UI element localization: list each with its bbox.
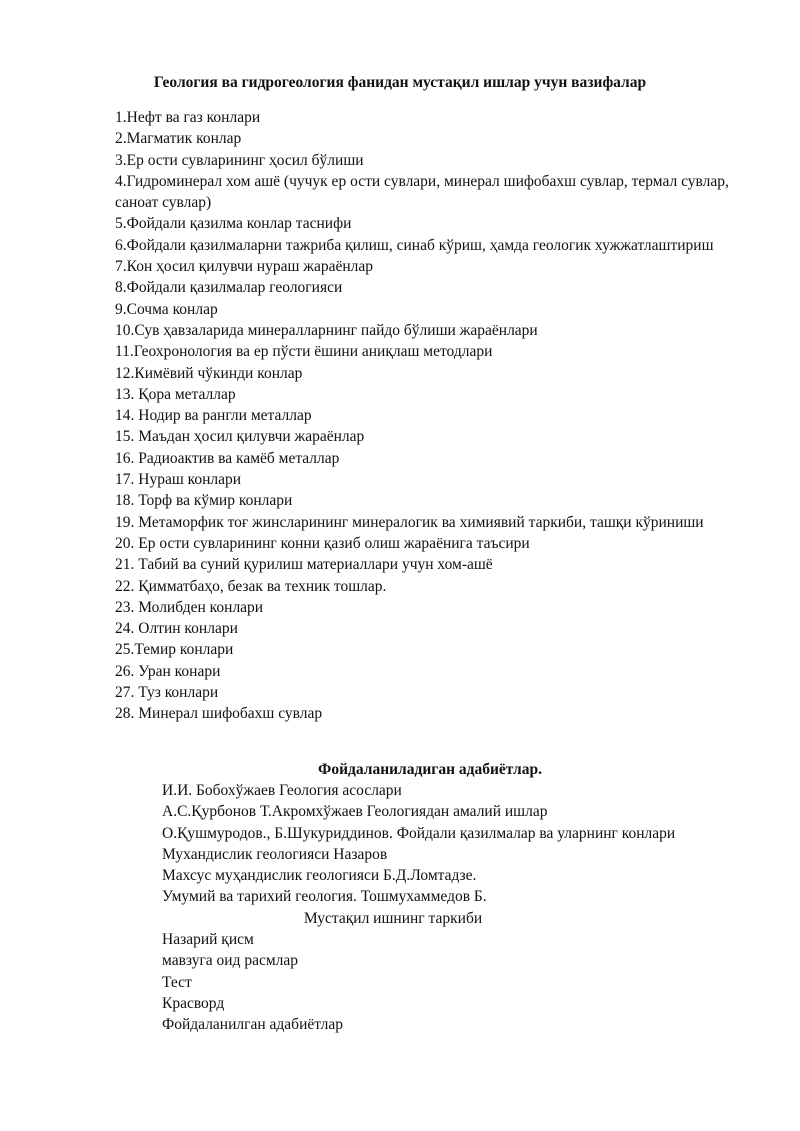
literature-item: О.Қушмуродов., Б.Шукуриддинов. Фойдали қазилмалар ва уларнинг конлари <box>162 824 676 842</box>
task-item: 16. Радиоактив ва камёб металлар <box>115 449 340 467</box>
task-item: 6.Фойдали қазилмаларни тажриба қилиш, синаб кўриш, ҳамда геологик хужжатлаштириш <box>115 236 714 254</box>
task-item: 19. Метаморфик тоғ жинсларининг минералогик ва химиявий таркиби, ташқи кўриниши <box>115 513 704 531</box>
task-item: 10.Сув ҳавзаларида минералларнинг пайдо бўлиши жараёнлари <box>115 321 538 339</box>
task-item: 1.Нефт ва газ конлари <box>115 109 261 126</box>
task-item: 3.Ер ости сувларининг ҳосил бўлиши <box>115 151 364 169</box>
literature-item: Умумий ва тарихий геология. Тошмухаммедов Б. <box>162 888 487 906</box>
task-item: 13. Қора металлар <box>115 385 236 403</box>
literature-item: А.С.Қурбонов Т.Акромхўжаев Геологиядан амалий ишлар <box>162 803 548 821</box>
task-item: 9.Сочма конлар <box>115 300 218 318</box>
task-item: 22. Қимматбаҳо, безак ва техник тошлар. <box>115 577 387 595</box>
task-item: 4.Гидроминерал хом ашё (чучук ер ости сувлари, минерал шифобахш сувлар, термал сувлар, саноат сувлар) <box>115 172 729 212</box>
literature-item: Мухандислик геологияси Назаров <box>162 845 388 863</box>
literature-heading: Фойдаланиладиган адабиётлар. <box>318 761 542 778</box>
structure-item: Тест <box>162 973 192 991</box>
task-item: 23. Молибден конлари <box>115 598 264 616</box>
task-item: 5.Фойдали қазилма конлар таснифи <box>115 215 352 233</box>
structure-item: мавзуга оид расмлар <box>162 952 299 970</box>
task-item: 15. Маъдан ҳосил қилувчи жараёнлар <box>115 428 365 446</box>
task-item: 8.Фойдали қазилмалар геологияси <box>115 279 343 297</box>
structure-list <box>162 929 562 1035</box>
task-item: 28. Минерал шифобахш сувлар <box>115 705 323 723</box>
literature-list <box>162 780 762 908</box>
structure-item: Фойдаланилган адабиётлар <box>162 1016 343 1034</box>
task-list <box>115 107 765 725</box>
task-item: 12.Кимёвий чўкинди конлар <box>115 364 303 382</box>
task-item: 11.Геохронология ва ер пўсти ёшини аниқлаш методлари <box>115 343 493 361</box>
task-item: 2.Магматик конлар <box>115 130 242 148</box>
task-item: 20. Ер ости сувларининг конни қазиб олиш жараёнига таъсири <box>115 534 530 552</box>
structure-heading: Мустақил ишнинг таркиби <box>303 910 483 927</box>
task-item: 26. Уран конари <box>115 662 221 680</box>
task-item: 7.Кон ҳосил қилувчи нураш жараёнлар <box>115 258 374 276</box>
task-item: 14. Нодир ва рангли металлар <box>115 407 312 425</box>
structure-item: Назарий қисм <box>162 931 254 948</box>
task-item: 18. Торф ва кўмир конлари <box>115 492 293 510</box>
task-item: 25.Темир конлари <box>115 641 234 659</box>
document-title: Геология ва гидрогеология фанидан мустақил ишлар учун вазифалар <box>153 74 647 91</box>
literature-item: Махсус муҳандислик геологияси Б.Д.Ломтадзе. <box>162 867 477 885</box>
task-item: 21. Табий ва суний қурилиш материаллари учун хом-ашё <box>115 556 493 574</box>
task-item: 27. Туз конлари <box>115 684 219 702</box>
task-item: 24. Олтин конлари <box>115 620 238 638</box>
task-item: 17. Нураш конлари <box>115 471 242 489</box>
literature-item: И.И. Бобохўжаев Геология асослари <box>162 782 402 799</box>
structure-item: Красворд <box>162 994 225 1012</box>
